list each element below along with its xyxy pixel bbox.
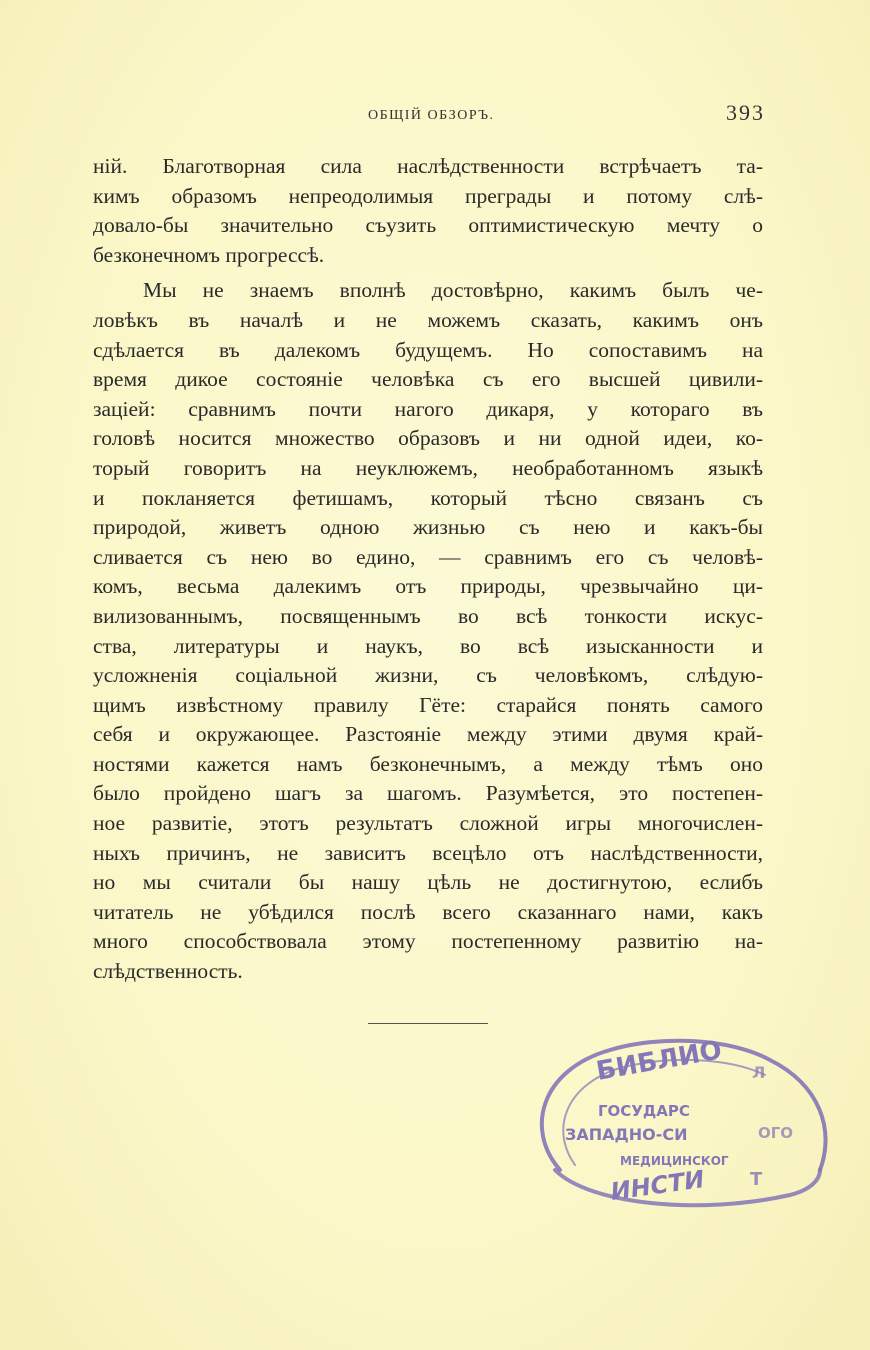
text-line: слѣдственность. (93, 959, 243, 984)
text-line: и покланяется фетишамъ, который тѣсно связанъ съ (93, 485, 763, 510)
text-line: природой, живетъ одною жизнью съ нею и какъ-бы (93, 515, 763, 540)
running-head (0, 100, 870, 130)
text-line: щимъ извѣстному правилу Гёте: старайся понять самого (93, 692, 763, 717)
text-line: торый говоритъ на неуклюжемъ, необработанномъ языкѣ (93, 455, 763, 480)
stamp-text-3a: ЗАПАДНО-СИ (565, 1125, 688, 1144)
stamp-text-5b: Т (750, 1169, 763, 1190)
text-line: много способствовала этому постепенному развитію на- (93, 929, 763, 954)
stamp-text-2: ГОСУДАРС (598, 1102, 690, 1120)
library-stamp (520, 1020, 840, 1220)
text-line: ній. Благотворная сила наслѣдственности встрѣчаетъ та- (93, 154, 763, 178)
text-line: Мы не знаемъ вполнѣ достовѣрно, какимъ былъ че- (143, 278, 763, 303)
stamp-text-4: МЕДИЦИНСКОГ (620, 1154, 729, 1168)
text-line: сдѣлается въ далекомъ будущемъ. Но сопоставимъ на (93, 337, 763, 362)
text-line: ловѣкъ въ началѣ и не можемъ сказать, какимъ онъ (93, 307, 763, 332)
text-line: вилизованнымъ, посвященнымъ во всѣ тонкости искус- (93, 603, 763, 628)
text-line: но мы считали бы нашу цѣль не достигнутою, еслибъ (93, 870, 763, 895)
body-text (93, 152, 763, 987)
text-line: кимъ образомъ непреодолимыя преграды и потому слѣ- (93, 183, 763, 208)
stamp-text-5: ИНСТИ (608, 1165, 707, 1206)
text-line: себя и окружающее. Разстояніе между этими двумя край- (93, 722, 763, 747)
text-line: ное развитіе, этотъ результатъ сложной игры многочислен- (93, 811, 763, 836)
stamp-text-1: БИБЛИО (594, 1035, 725, 1087)
text-line: усложненія соціальной жизни, съ человѣкомъ, слѣдую- (93, 663, 763, 688)
text-line: было пройдено шагъ за шагомъ. Разумѣется, это постепен- (93, 781, 763, 806)
text-line: комъ, весьма далекимъ отъ природы, чрезвычайно ци- (93, 574, 763, 599)
text-line: безконечномъ прогрессѣ. (93, 242, 325, 267)
text-line: ства, литературы и наукъ, во всѣ изысканности и (93, 633, 763, 658)
end-rule (368, 1023, 488, 1024)
text-line: головѣ носится множество образовъ и ни одной идеи, ко- (93, 426, 763, 451)
stamp-text-1b: Л (752, 1063, 766, 1082)
text-line: сливается съ нею во едино, — сравнимъ его съ человѣ- (93, 544, 763, 569)
text-line: ныхъ причинъ, не зависитъ всецѣло отъ наслѣдственности, (93, 840, 763, 865)
text-line: читатель не убѣдился послѣ всего сказаннаго нами, какъ (93, 899, 763, 924)
text-line: ностями кажется намъ безконечнымъ, а между тѣмъ оно (93, 751, 763, 776)
text-line: довало-бы значительно съузить оптимистическую мечту о (93, 213, 763, 238)
running-title: ОБЩІЙ ОБЗОРЪ. (368, 108, 495, 123)
text-line: заціей: сравнимъ почти нагого дикаря, у котораго въ (93, 396, 763, 421)
text-line: время дикое состояніе человѣка съ его высшей цивили- (93, 367, 763, 392)
page-number: 393 (726, 100, 765, 125)
stamp-text-3b: ОГО (758, 1124, 794, 1142)
stamp-graphic (520, 1020, 840, 1220)
